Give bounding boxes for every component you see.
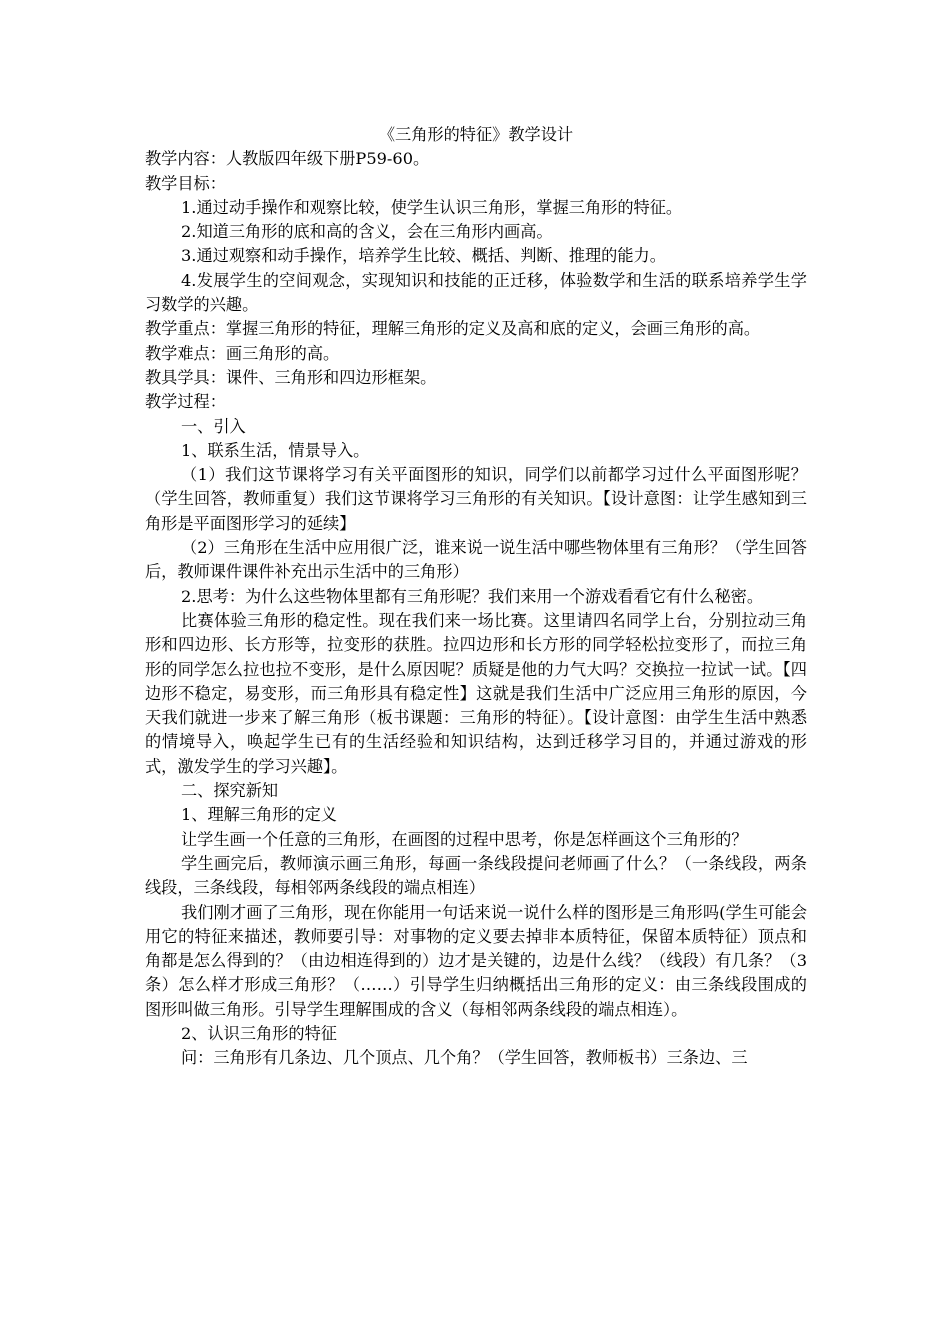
paragraph-objective-3: 3.通过观察和动手操作，培养学生比较、概括、判断、推理的能力。 xyxy=(181,246,666,266)
paragraph-objective-1: 1.通过动手操作和观察比较，使学生认识三角形，掌握三角形的特征。 xyxy=(181,197,683,217)
paragraph-objectives-heading: 教学目标： xyxy=(145,173,226,193)
section-heading-intro: 一、引入 xyxy=(181,416,246,436)
paragraph-difficulty: 教学难点：画三角形的高。 xyxy=(145,343,340,363)
document-title: 《三角形的特征》教学设计 xyxy=(378,125,574,144)
paragraph-objective-4: 4.发展学生的空间观念，实现知识和技能的正迁移，体验数学和生活的联系培养学生学习数学的兴趣。 xyxy=(145,270,807,315)
paragraph-features-question: 问：三角形有几条边、几个顶点、几个角？（学生回答，教师板书）三条边、三 xyxy=(181,1048,748,1068)
paragraph-objective-2: 2.知道三角形的底和高的含义，会在三角形内画高。 xyxy=(181,222,553,242)
paragraph-draw-triangle: 让学生画一个任意的三角形，在画图的过程中思考，你是怎样画这个三角形的？ xyxy=(181,829,748,849)
document-body xyxy=(145,123,807,1071)
paragraph-process-heading: 教学过程： xyxy=(145,392,226,412)
subheading-definition: 1、理解三角形的定义 xyxy=(181,805,337,825)
paragraph-stability-game: 比赛体验三角形的稳定性。现在我们来一场比赛。这里请四名同学上台，分别拉动三角形和四边形、长方形等，拉变形的获胜。拉四边形和长方形的同学轻松拉变形了，而拉三角形的同学怎么拉也拉不变形，是什么原因呢？质疑是他的力气大吗？交换拉一拉试一试。【四边形不稳定，易变形，而三角形具有稳定性】这就是我们生活中广泛应用三角形的原因，今天我们就进一步来了解三角形（板书课题：三角形的特征）。【设计意图：由学生生活中熟悉的情境导入，唤起学生已有的生活经验和知识结构，达到迁移学习目的，并通过游戏的形式，激发学生的学习兴趣】。 xyxy=(145,610,807,776)
paragraph-think: 2.思考：为什么这些物体里都有三角形呢？我们来用一个游戏看看它有什么秘密。 xyxy=(181,586,764,606)
paragraph-teacher-demo: 学生画完后，教师演示画三角形，每画一条线段提问老师画了什么？（一条线段，两条线段，三条线段，每相邻两条线段的端点相连） xyxy=(145,853,807,898)
section-heading-explore: 二、探究新知 xyxy=(181,781,279,801)
paragraph-intro-2: （2）三角形在生活中应用很广泛，谁来说一说生活中哪些物体里有三角形？（学生回答后，教师课件课件补充出示生活中的三角形） xyxy=(145,538,807,582)
paragraph-content: 教学内容：人教版四年级下册P59-60。 xyxy=(145,149,430,169)
paragraph-intro-1: （1）我们这节课将学习有关平面图形的知识，同学们以前都学习过什么平面图形呢？（学生回答，教师重复）我们这节课将学习三角形的有关知识。【设计意图：让学生感知到三角形是平面图形学习的延续】 xyxy=(145,465,807,533)
paragraph-key-points: 教学重点：掌握三角形的特征，理解三角形的定义及高和底的定义，会画三角形的高。 xyxy=(145,319,761,339)
paragraph-teaching-aids: 教具学具：课件、三角形和四边形框架。 xyxy=(145,367,437,387)
subheading-life-connection: 1、联系生活，情景导入。 xyxy=(181,440,370,460)
subheading-features: 2、认识三角形的特征 xyxy=(181,1023,337,1043)
paragraph-definition: 我们刚才画了三角形，现在你能用一句话来说一说什么样的图形是三角形吗(学生可能会用它的特征来描述，教师要引导：对事物的定义要去掉非本质特征，保留本质特征）顶点和角都是怎么得到的？（由边相连得到的）边才是关键的，边是什么线？（线段）有几条？（3条）怎么样才形成三角形？（……）引导学生归纳概括出三角形的定义：由三条线段围成的图形叫做三角形。引导学生理解围成的含义（每相邻两条线段的端点相连）。 xyxy=(145,902,807,1019)
